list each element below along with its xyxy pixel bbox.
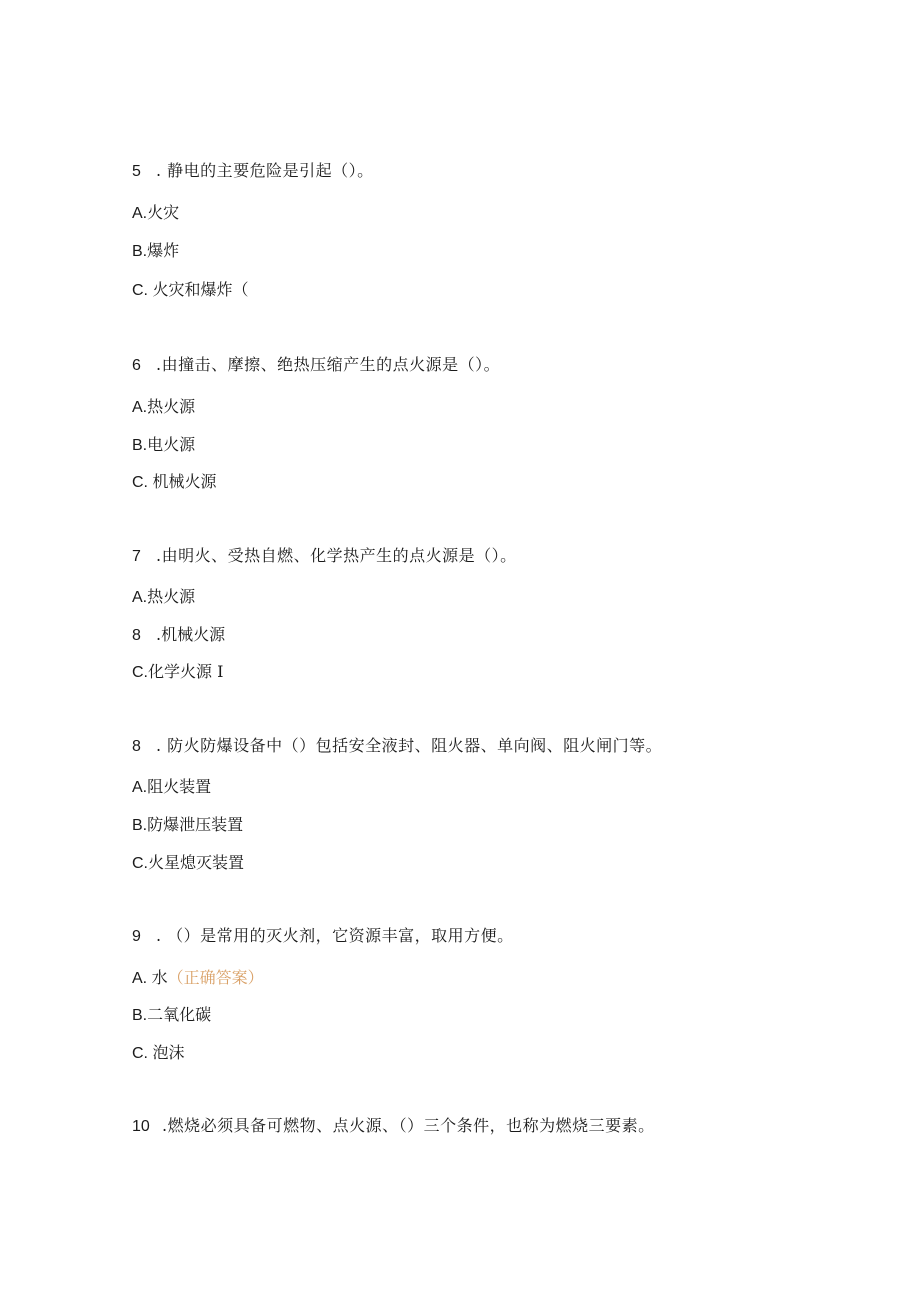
- question-9-option-c: [132, 1043, 184, 1064]
- option-letter: A.: [132, 779, 148, 796]
- question-5-option-c: [132, 280, 248, 301]
- option-letter: A.: [132, 970, 152, 987]
- option-letter: C.: [132, 664, 148, 681]
- question-8-option-a: [132, 777, 211, 798]
- question-5-option-a: [132, 203, 179, 224]
- option-letter: B.: [132, 1007, 148, 1024]
- correct-answer-note: （正确答案）: [167, 968, 264, 987]
- question-10-stem: [132, 1116, 655, 1137]
- question-number: 6: [132, 357, 141, 374]
- question-text: .由明火、受热自燃、化学热产生的点火源是（）。: [156, 546, 517, 565]
- option-text: 机械火源: [152, 472, 217, 491]
- question-7-option-a: [132, 587, 195, 608]
- option-letter: A.: [132, 205, 148, 222]
- question-text: .燃烧必须具备可燃物、点火源、（）三个条件，也称为燃烧三要素。: [162, 1116, 655, 1135]
- option-text: 热火源: [147, 397, 196, 416]
- option-text: 化学火源 I: [148, 662, 224, 681]
- option-letter: A.: [132, 589, 148, 606]
- option-text: .机械火源: [156, 625, 226, 644]
- option-text: 水: [151, 968, 168, 987]
- option-letter: B.: [132, 243, 148, 260]
- option-text: 防爆泄压装置: [147, 815, 244, 834]
- option-text: 阻火装置: [147, 777, 212, 796]
- question-8-stem: [132, 736, 662, 757]
- question-number: 10: [132, 1118, 150, 1135]
- option-letter: A.: [132, 399, 148, 416]
- question-9-option-b: [132, 1005, 211, 1026]
- question-9-stem: [132, 926, 514, 947]
- question-6-option-b: [132, 435, 195, 456]
- option-text: 泡沫: [152, 1043, 185, 1062]
- question-6-option-a: [132, 397, 195, 418]
- option-text: 火灾: [147, 203, 180, 222]
- option-letter: B.: [132, 817, 148, 834]
- question-9-option-a: [132, 968, 264, 989]
- question-7-stem: [132, 546, 517, 567]
- option-text: 电火源: [147, 435, 196, 454]
- question-8-option-b: [132, 815, 243, 836]
- option-text: 火灾和爆炸（: [152, 280, 249, 299]
- question-5-option-b: [132, 241, 179, 262]
- question-text: . 防火防爆设备中（）包括安全液封、阻火器、单向阀、阻火闸门等。: [156, 736, 663, 755]
- question-5-stem: [132, 161, 374, 182]
- option-text: 火星熄灭装置: [148, 853, 245, 872]
- option-letter: C.: [132, 282, 153, 299]
- question-number: 8: [132, 738, 141, 755]
- question-8-option-c: [132, 853, 244, 874]
- option-letter: 8: [132, 627, 141, 644]
- option-text: 热火源: [147, 587, 196, 606]
- question-text: . （）是常用的灭火剂，它资源丰富，取用方便。: [156, 926, 514, 945]
- option-letter: C.: [132, 474, 153, 491]
- question-number: 7: [132, 548, 141, 565]
- option-letter: B.: [132, 437, 148, 454]
- option-text: 爆炸: [147, 241, 180, 260]
- option-letter: C.: [132, 1045, 153, 1062]
- question-text: .由撞击、摩擦、绝热压缩产生的点火源是（）。: [156, 355, 501, 374]
- question-7-option-c: [132, 662, 223, 683]
- question-6-option-c: [132, 472, 216, 493]
- option-text: 二氧化碳: [147, 1005, 212, 1024]
- question-number: 9: [132, 928, 141, 945]
- option-letter: C.: [132, 855, 148, 872]
- question-7-option-b: [132, 625, 225, 646]
- question-6-stem: [132, 355, 500, 376]
- question-number: 5: [132, 163, 141, 180]
- question-text: . 静电的主要危险是引起（）。: [156, 161, 374, 180]
